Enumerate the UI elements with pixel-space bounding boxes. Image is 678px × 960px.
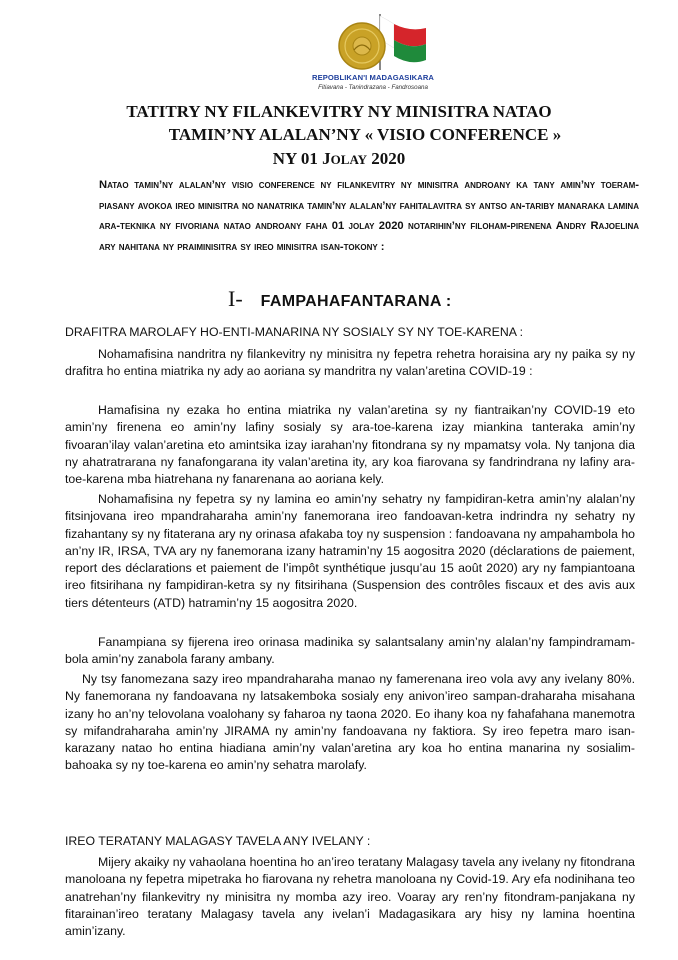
title-line-3-end: 2020 (367, 149, 406, 168)
title-line-3 (0, 149, 678, 169)
paragraph: Nohamafisina ny fepetra sy ny lamina eo amin’ny sehatry ny fampidiran-ketra amin’ny alalan’ny fitsinjovana ireo mpandraharaha amin’ny fanemorana ireo fandoavan-ketra indrindra ny sehatry ny fizahantany sy ny fitaterana ary ny orinasa afakaba toy ny suspension : fandoavana ny ampahambola ho an’ny IR, IRSA, TVA ary ny fanemorana izany hatramin’ny 15 aogositra 2020 (déclarations de paiement, report des déclarations et paiement de l’impôt synthétique jusqu’au 15 août 2020) ary ny fampiantoana ireo fitsirihana ny fampidiran-ketra sy ny fitsirihana (Suspension des contrôles fiscaux et des avis aux tiers détenteurs (ATD) hatramin’ny 15 aogositra 2020. (65, 492, 635, 610)
paragraph: Ny tsy fanomezana sazy ireo mpandraharaha manao ny famerenana ireo vola avy any ivelany 80%. Ny fanemorana ny fandoavana ny latsakemboka sosialy eny anivon’ireo sampan-draharaha misahana izany ho an’ny telovolana voalohany sy faharoa ny taona 2020. Eo ihany koa ny fahafahana manemotra sy mifandraharaha amin’ny JIRAMA ny amin’ny fandoavana ny faktiora. Sy ireo fepetra maro isan-karazany natao ho entina hiadiana amin’ny valan’aretina ary koa ho entina manarina ny sosialim-bahoaka sy ny toe-karena eo amin’ny sehatra marolafy. (65, 672, 635, 773)
republic-logo (288, 10, 458, 100)
subsection-heading: IREO TERATANY MALAGASY TAVELA ANY IVELANY : (65, 834, 371, 848)
subsection-heading: DRAFITRA MAROLAFY HO-ENTI-MANARINA NY SOSIALY SY NY TOE-KARENA : (65, 325, 524, 339)
section-number: I- (228, 286, 243, 311)
title-line-3-main: NY 01 J (272, 149, 331, 168)
section-title: FAMPAHAFANTARANA : (260, 293, 452, 310)
section-heading (228, 286, 452, 312)
paragraph: Hamafisina ny ezaka ho entina miatrika ny valan’aretina sy ny fiantraikan’ny COVID-19 eto amin’ny firenena eo amin’ny lafiny sosialy sy ara-toe-karena izay miankina tanteraka amin’ny fivoaran’ilay valan’aretina eto amintsika izay iarahan’ny fitondrana sy ny mpamatsy vola. Ny tanjona dia ny ahatratrarana ny fanafongarana ity valan’aretina ity, ary koa fiarovana sy fandrindrana ny lafiny ara-toe-karena mba hiatrehana ny fanarenana ao aoriana kely. (65, 403, 635, 487)
title-line-3-smallcaps: OLAY (330, 152, 368, 167)
title-line-1: TATITRY NY FILANKEVITRY NY MINISITRA NATAO (126, 102, 552, 121)
title-line-2: TAMIN’NY ALALAN’NY « VISIO CONFERENCE » (168, 125, 562, 144)
republic-motto: Fitiavana - Tanindrazana - Fandrosoana (318, 84, 428, 91)
republic-seal-flag-icon (310, 10, 436, 74)
paragraph: Nohamafisina nandritra ny filankevitry ny minisitra ny fepetra rehetra horaisina ary ny paika sy ny drafitra ho entina miatrika ny ady ao aoriana sy mandritra ny valan’aretina COVID-19 : (65, 347, 635, 379)
paragraph: Fanampiana sy fijerena ireo orinasa madinika sy salantsalany amin’ny alalan’ny fampindramam-bola amin’ny zanabola farany ambany. (65, 635, 635, 667)
intro-paragraph: Natao tamin’ny alalan’ny visio conference ny filankevitry ny minisitra androany ka tany amin’ny toeram-piasany avokoa ireo minisitra no nanatrika tamin’ny alalan’ny fahitalavitra sy antso an-tariby manaraka lamina ara-teknika ny fivoriana natao androany faha 01 jolay 2020 notarihin’ny filoham-pirenena Andry Rajoelina ary nahitana ny praiminisitra sy ireo minisitra isan-tokony : (99, 179, 639, 253)
republic-name: REPOBLIKAN'I MADAGASIKARA (311, 73, 434, 82)
paragraph: Mijery akaiky ny vahaolana hoentina ho an’ireo teratany Malagasy tavela any ivelany ny fitondrana manoloana ny fepetra mipetraka ho fiarovana ny rehetra manoloana ny Covid-19. Ary efa nodinihana teo anatrehan’ny filankevitry ny minisitra ny momba azy ireo. Voaray ary ren’ny fitondram-panjakana ny fitarainan’ireo teratany Malagasy tavela any ivelan’i Madagasikara ary hisy ny lamina hoentina amin’izany. (65, 855, 635, 939)
